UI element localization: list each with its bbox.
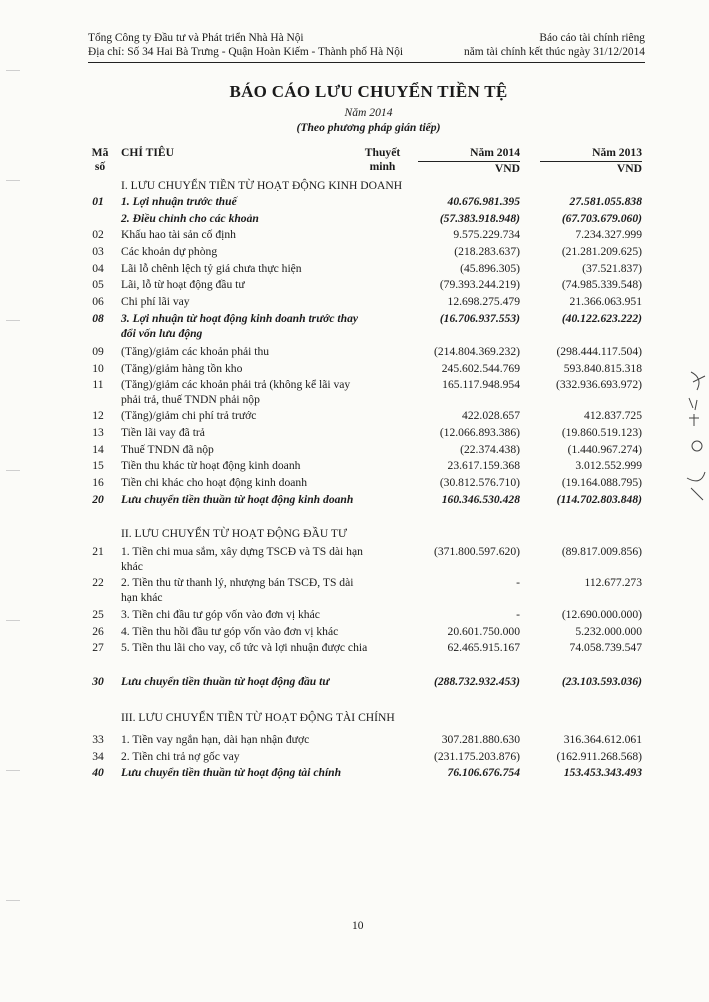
margin-mark <box>6 70 20 71</box>
col-2014-header: Năm 2014 <box>470 146 520 159</box>
stamp-fragment-icon <box>683 368 709 508</box>
report-header-right <box>464 31 645 59</box>
margin-mark <box>6 470 20 471</box>
col-code-header: Mã số <box>91 146 109 173</box>
margin-mark <box>6 320 20 321</box>
col-note-header: Thuyết minh <box>364 146 401 173</box>
margin-mark <box>6 180 20 181</box>
margin-mark <box>6 620 20 621</box>
col-item-header: CHỈ TIÊU <box>121 146 174 159</box>
margin-mark <box>6 770 20 771</box>
margin-mark <box>6 900 20 901</box>
report-period: năm tài chính kết thúc ngày 31/12/2014 <box>464 46 645 58</box>
header-rule <box>88 62 645 63</box>
report-method: (Theo phương pháp gián tiếp) <box>296 121 441 134</box>
report-year: Năm 2014 <box>344 106 393 119</box>
report-type: Báo cáo tài chính riêng <box>539 32 645 44</box>
col-2013-header: Năm 2013 <box>592 146 642 159</box>
company-address: Địa chỉ: Số 34 Hai Bà Trưng - Quận Hoàn Kiếm - Thành phố Hà Nội <box>88 46 404 58</box>
col-2013-unit: VND <box>616 162 642 175</box>
col-2014-unit: VND <box>494 162 520 175</box>
report-header-left <box>88 31 403 59</box>
page-title: BÁO CÁO LƯU CHUYỂN TIỀN TỆ <box>229 82 508 101</box>
page-number: 10 <box>352 920 364 932</box>
company-name: Tổng Công ty Đầu tư và Phát triển Nhà Hà Nội <box>88 32 304 44</box>
